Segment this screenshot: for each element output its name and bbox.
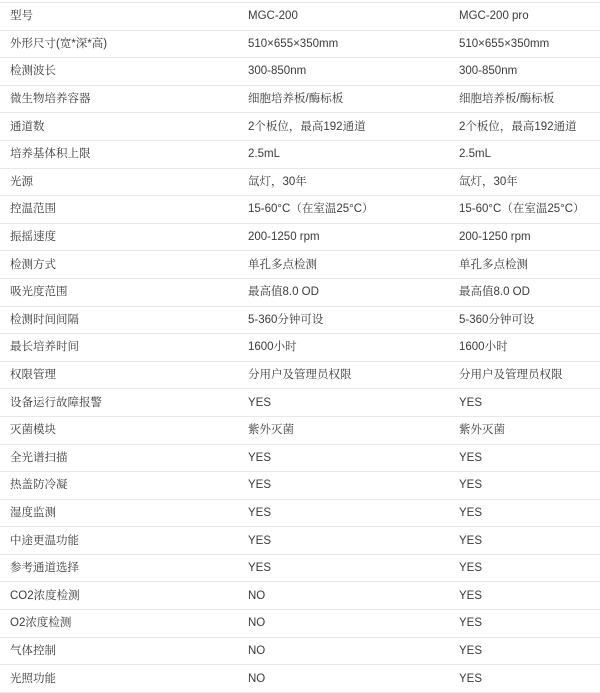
row-value-model-b: 1600小时: [449, 334, 600, 362]
row-value-model-b: 2个板位，最高192通道: [449, 113, 600, 141]
row-value-model-a: 单孔多点检测: [238, 251, 449, 279]
row-value-model-b: 2.5mL: [449, 140, 600, 168]
row-label: 权限管理: [0, 361, 238, 389]
row-value-model-a: YES: [238, 444, 449, 472]
row-value-model-b: YES: [449, 499, 600, 527]
row-value-model-a: NO: [238, 582, 449, 610]
row-value-model-a: 细胞培养板/酶标板: [238, 85, 449, 113]
table-row: [0, 444, 600, 472]
row-value-model-b: YES: [449, 444, 600, 472]
table-body: [0, 3, 600, 693]
row-label: 型号: [0, 3, 238, 31]
row-value-model-b: YES: [449, 527, 600, 555]
specification-comparison-table: [0, 2, 600, 693]
row-value-model-b: YES: [449, 665, 600, 693]
row-value-model-a: YES: [238, 499, 449, 527]
row-value-model-b: 细胞培养板/酶标板: [449, 85, 600, 113]
row-value-model-b: MGC-200 pro: [449, 3, 600, 31]
row-value-model-a: YES: [238, 554, 449, 582]
row-value-model-b: 300-850nm: [449, 58, 600, 86]
row-value-model-b: 5-360分钟可设: [449, 306, 600, 334]
row-value-model-b: YES: [449, 610, 600, 638]
table-row: [0, 610, 600, 638]
row-label: 控温范围: [0, 196, 238, 224]
table-row: [0, 58, 600, 86]
table-row: [0, 223, 600, 251]
table-row: [0, 3, 600, 31]
table-row: [0, 85, 600, 113]
table-row: [0, 499, 600, 527]
row-value-model-b: YES: [449, 389, 600, 417]
row-value-model-a: 5-360分钟可设: [238, 306, 449, 334]
table-row: [0, 416, 600, 444]
row-value-model-b: 分用户及管理员权限: [449, 361, 600, 389]
table-row: [0, 389, 600, 417]
row-label: O2浓度检测: [0, 610, 238, 638]
table-row: [0, 113, 600, 141]
table-row: [0, 582, 600, 610]
row-value-model-b: 200-1250 rpm: [449, 223, 600, 251]
row-value-model-b: YES: [449, 637, 600, 665]
row-value-model-b: 最高值8.0 OD: [449, 278, 600, 306]
row-value-model-a: YES: [238, 389, 449, 417]
row-value-model-a: 2.5mL: [238, 140, 449, 168]
table-row: [0, 334, 600, 362]
row-value-model-a: 最高值8.0 OD: [238, 278, 449, 306]
table-row: [0, 637, 600, 665]
table-row: [0, 30, 600, 58]
row-value-model-b: 510×655×350mm: [449, 30, 600, 58]
row-label: 中途更温功能: [0, 527, 238, 555]
row-label: 检测时间间隔: [0, 306, 238, 334]
row-value-model-a: 1600小时: [238, 334, 449, 362]
row-label: 检测波长: [0, 58, 238, 86]
table-row: [0, 554, 600, 582]
row-label: 气体控制: [0, 637, 238, 665]
row-value-model-a: 紫外灭菌: [238, 416, 449, 444]
row-label: 外形尺寸(宽*深*高): [0, 30, 238, 58]
row-label: 全光谱扫描: [0, 444, 238, 472]
row-value-model-b: YES: [449, 582, 600, 610]
row-value-model-b: 单孔多点检测: [449, 251, 600, 279]
row-label: 光源: [0, 168, 238, 196]
table-row: [0, 665, 600, 693]
table-row: [0, 361, 600, 389]
row-value-model-a: 15-60°C（在室温25°C）: [238, 196, 449, 224]
row-label: 光照功能: [0, 665, 238, 693]
row-label: 参考通道选择: [0, 554, 238, 582]
table-row: [0, 472, 600, 500]
row-value-model-a: YES: [238, 527, 449, 555]
table-row: [0, 251, 600, 279]
row-value-model-a: 2个板位，最高192通道: [238, 113, 449, 141]
row-label: 微生物培养容器: [0, 85, 238, 113]
row-value-model-a: NO: [238, 610, 449, 638]
row-value-model-a: NO: [238, 637, 449, 665]
row-value-model-b: 15-60°C（在室温25°C）: [449, 196, 600, 224]
row-label: 灭菌模块: [0, 416, 238, 444]
row-value-model-b: YES: [449, 554, 600, 582]
row-value-model-a: MGC-200: [238, 3, 449, 31]
table-row: [0, 306, 600, 334]
row-label: 吸光度范围: [0, 278, 238, 306]
row-value-model-a: 200-1250 rpm: [238, 223, 449, 251]
row-label: 最长培养时间: [0, 334, 238, 362]
table-row: [0, 168, 600, 196]
row-label: 检测方式: [0, 251, 238, 279]
row-label: CO2浓度检测: [0, 582, 238, 610]
row-value-model-a: 分用户及管理员权限: [238, 361, 449, 389]
row-value-model-a: YES: [238, 472, 449, 500]
row-value-model-a: 510×655×350mm: [238, 30, 449, 58]
row-value-model-b: YES: [449, 472, 600, 500]
row-value-model-a: 300-850nm: [238, 58, 449, 86]
table-row: [0, 527, 600, 555]
row-label: 湿度监测: [0, 499, 238, 527]
row-label: 设备运行故障报警: [0, 389, 238, 417]
row-label: 培养基体积上限: [0, 140, 238, 168]
row-value-model-b: 氙灯，30年: [449, 168, 600, 196]
row-value-model-a: NO: [238, 665, 449, 693]
row-label: 热盖防冷凝: [0, 472, 238, 500]
table-row: [0, 140, 600, 168]
table-row: [0, 278, 600, 306]
row-value-model-b: 紫外灭菌: [449, 416, 600, 444]
row-label: 通道数: [0, 113, 238, 141]
row-value-model-a: 氙灯，30年: [238, 168, 449, 196]
row-label: 振摇速度: [0, 223, 238, 251]
table-row: [0, 196, 600, 224]
